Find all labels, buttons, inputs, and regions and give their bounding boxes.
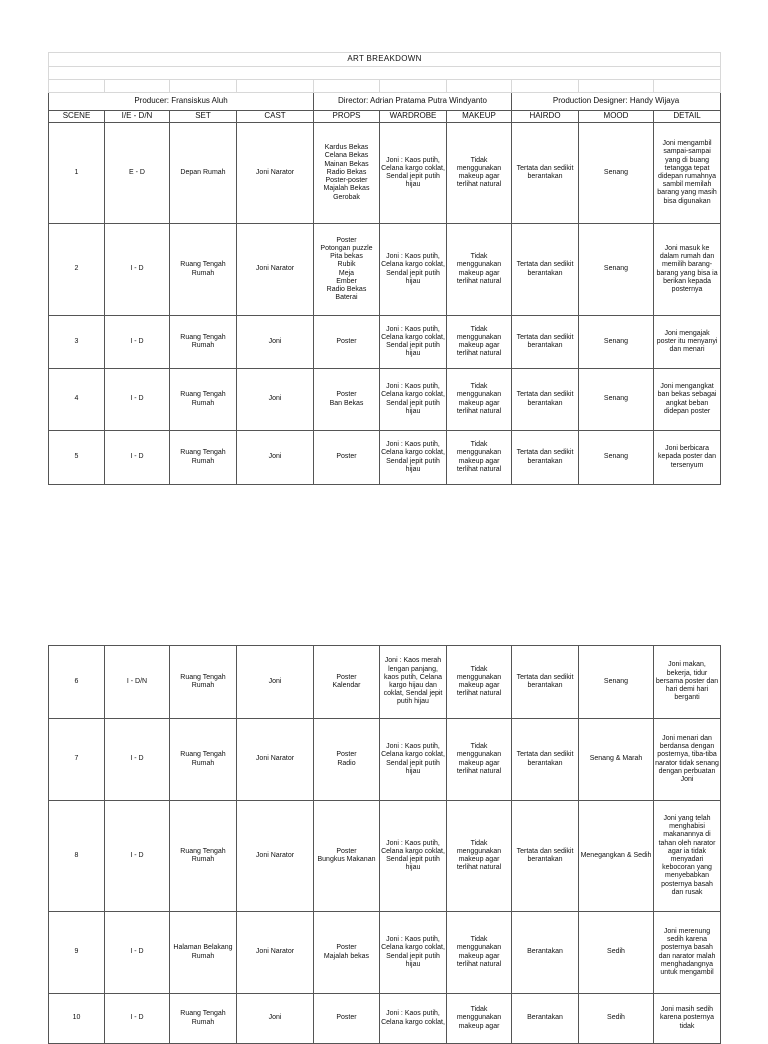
props-cell: Poster Majalah bekas: [314, 912, 380, 994]
art-breakdown-table-page2: [48, 645, 721, 1044]
blank-cell: [512, 80, 579, 93]
art-breakdown-table-page1: [48, 52, 721, 485]
column-header-hairdo: HAIRDO: [512, 111, 579, 123]
set-cell: Ruang Tengah Rumah: [170, 646, 237, 719]
set-cell: Depan Rumah: [170, 123, 237, 224]
cast-cell: Joni: [237, 316, 314, 369]
makeup-cell: Tidak menggunakan makeup agar terlihat natural: [447, 912, 512, 994]
mood-cell: Senang: [579, 224, 654, 316]
mood-cell: Senang: [579, 316, 654, 369]
makeup-cell: Tidak menggunakan makeup agar terlihat natural: [447, 316, 512, 369]
table-row: [49, 646, 721, 719]
detail-cell: Joni menari dan berdansa dengan posternya, tiba-tiba narator tidak senang dengan perbuatan Joni: [654, 719, 721, 801]
detail-cell: Joni masuk ke dalam rumah dan memilih barang-barang yang bisa ia berikan kepada posternya: [654, 224, 721, 316]
wardrobe-cell: Joni : Kaos merah lengan panjang, kaos putih, Celana kargo hijau dan coklat, Sendal jepit putih hijau: [380, 646, 447, 719]
set-cell: Ruang Tengah Rumah: [170, 801, 237, 912]
props-cell: Poster Bungkus Makanan: [314, 801, 380, 912]
hairdo-cell: Tertata dan sedikit berantakan: [512, 224, 579, 316]
props-cell: Kardus Bekas Celana Bekas Mainan Bekas Radio Bekas Poster-poster Majalah Bekas Gerobak: [314, 123, 380, 224]
props-cell: Poster Radio: [314, 719, 380, 801]
ie-dn-cell: E - D: [105, 123, 170, 224]
wardrobe-cell: Joni : Kaos putih, Celana kargo coklat, Sendal jepit putih hijau: [380, 316, 447, 369]
ie-dn-cell: I - D: [105, 719, 170, 801]
column-header-makeup: MAKEUP: [447, 111, 512, 123]
props-cell: Poster Ban Bekas: [314, 369, 380, 431]
set-cell: Ruang Tengah Rumah: [170, 316, 237, 369]
scene-number: 5: [49, 431, 105, 485]
scene-number: 4: [49, 369, 105, 431]
table-row: [49, 994, 721, 1044]
wardrobe-cell: Joni : Kaos putih, Celana kargo coklat, Sendal jepit putih hijau: [380, 123, 447, 224]
scene-number: 10: [49, 994, 105, 1044]
blank-cell: [314, 80, 380, 93]
cast-cell: Joni Narator: [237, 224, 314, 316]
blank-cell: [447, 80, 512, 93]
blank-row: [49, 67, 721, 80]
column-header-wardrobe: WARDROBE: [380, 111, 447, 123]
cast-cell: Joni: [237, 369, 314, 431]
mood-cell: Senang: [579, 646, 654, 719]
props-cell: Poster: [314, 431, 380, 485]
cast-cell: Joni: [237, 994, 314, 1044]
cast-cell: Joni Narator: [237, 123, 314, 224]
props-cell: Poster: [314, 994, 380, 1044]
column-header-props: PROPS: [314, 111, 380, 123]
props-cell: Poster Potongan puzzle Pita bekas Rubik Meja Ember Radio Bekas Baterai: [314, 224, 380, 316]
hairdo-cell: Tertata dan sedikit berantakan: [512, 431, 579, 485]
cast-cell: Joni Narator: [237, 719, 314, 801]
scene-number: 8: [49, 801, 105, 912]
scene-number: 3: [49, 316, 105, 369]
hairdo-cell: Berantakan: [512, 994, 579, 1044]
set-cell: Ruang Tengah Rumah: [170, 431, 237, 485]
column-header-row: [49, 111, 721, 123]
wardrobe-cell: Joni : Kaos putih, Celana kargo coklat, Sendal jepit putih hijau: [380, 369, 447, 431]
scene-number: 1: [49, 123, 105, 224]
mood-cell: Sedih: [579, 912, 654, 994]
detail-cell: Joni merenung sedih karena posternya basah dan narator malah menghadangnya untuk mengambil: [654, 912, 721, 994]
detail-cell: Joni berbicara kepada poster dan tersenyum: [654, 431, 721, 485]
makeup-cell: Tidak menggunakan makeup agar terlihat natural: [447, 719, 512, 801]
makeup-cell: Tidak menggunakan makeup agar terlihat natural: [447, 801, 512, 912]
ie-dn-cell: I - D: [105, 316, 170, 369]
cast-cell: Joni: [237, 646, 314, 719]
detail-cell: Joni mengajak poster itu menyanyi dan menari: [654, 316, 721, 369]
blank-cell: [579, 80, 654, 93]
props-cell: Poster: [314, 316, 380, 369]
designer-credit: Production Designer: Handy Wijaya: [512, 93, 721, 111]
scene-number: 2: [49, 224, 105, 316]
cast-cell: Joni Narator: [237, 801, 314, 912]
cast-cell: Joni Narator: [237, 912, 314, 994]
makeup-cell: Tidak menggunakan makeup agar terlihat natural: [447, 224, 512, 316]
ie-dn-cell: I - D: [105, 224, 170, 316]
table-row: [49, 431, 721, 485]
makeup-cell: Tidak menggunakan makeup agar terlihat natural: [447, 431, 512, 485]
detail-cell: Joni makan, bekerja, tidur bersama poster dan hari demi hari berganti: [654, 646, 721, 719]
blank-cell: [49, 80, 105, 93]
sheet-title: ART BREAKDOWN: [49, 53, 721, 67]
producer-credit: Producer: Fransiskus Aluh: [49, 93, 314, 111]
wardrobe-cell: Joni : Kaos putih, Celana kargo coklat,: [380, 994, 447, 1044]
set-cell: Ruang Tengah Rumah: [170, 719, 237, 801]
set-cell: Ruang Tengah Rumah: [170, 224, 237, 316]
hairdo-cell: Tertata dan sedikit berantakan: [512, 801, 579, 912]
detail-cell: Joni yang telah menghabisi makanannya di tahan oleh narator agar ia tidak menyadari kebocoran yang menyebabkan posternya basah dan rusak: [654, 801, 721, 912]
mood-cell: Senang: [579, 431, 654, 485]
detail-cell: Joni mengangkat ban bekas sebagai angkat beban didepan poster: [654, 369, 721, 431]
wardrobe-cell: Joni : Kaos putih, Celana kargo coklat, Sendal jepit putih hijau: [380, 912, 447, 994]
ie-dn-cell: I - D: [105, 994, 170, 1044]
makeup-cell: Tidak menggunakan makeup agar terlihat natural: [447, 646, 512, 719]
wardrobe-cell: Joni : Kaos putih, Celana kargo coklat, Sendal jepit putih hijau: [380, 801, 447, 912]
column-header-set: SET: [170, 111, 237, 123]
director-credit: Director: Adrian Pratama Putra Windyanto: [314, 93, 512, 111]
props-cell: Poster Kalendar: [314, 646, 380, 719]
hairdo-cell: Tertata dan sedikit berantakan: [512, 316, 579, 369]
mood-cell: Senang & Marah: [579, 719, 654, 801]
hairdo-cell: Berantakan: [512, 912, 579, 994]
column-header-cast: CAST: [237, 111, 314, 123]
wardrobe-cell: Joni : Kaos putih, Celana kargo coklat, Sendal jepit putih hijau: [380, 224, 447, 316]
column-header-ie-dn: I/E - D/N: [105, 111, 170, 123]
scene-number: 9: [49, 912, 105, 994]
table-row: [49, 912, 721, 994]
set-cell: Halaman Belakang Rumah: [170, 912, 237, 994]
detail-cell: Joni masih sedih karena posternya tidak: [654, 994, 721, 1044]
table-row: [49, 369, 721, 431]
detail-cell: Joni mengambil sampai-sampai yang di buang tetangga tepat didepan rumahnya sambil memilah barang yang masih bisa digunakan: [654, 123, 721, 224]
ie-dn-cell: I - D/N: [105, 646, 170, 719]
set-cell: Ruang Tengah Rumah: [170, 994, 237, 1044]
column-header-detail: DETAIL: [654, 111, 721, 123]
table-row: [49, 316, 721, 369]
table-row: [49, 719, 721, 801]
makeup-cell: Tidak menggunakan makeup agar terlihat natural: [447, 123, 512, 224]
hairdo-cell: Tertata dan sedikit berantakan: [512, 646, 579, 719]
blank-cell: [654, 80, 721, 93]
hairdo-cell: Tertata dan sedikit berantakan: [512, 369, 579, 431]
mood-cell: Sedih: [579, 994, 654, 1044]
wardrobe-cell: Joni : Kaos putih, Celana kargo coklat, Sendal jepit putih hijau: [380, 719, 447, 801]
table-row: [49, 224, 721, 316]
hairdo-cell: Tertata dan sedikit berantakan: [512, 719, 579, 801]
scene-number: 6: [49, 646, 105, 719]
blank-cell: [105, 80, 170, 93]
makeup-cell: Tidak menggunakan makeup agar: [447, 994, 512, 1044]
mood-cell: Senang: [579, 369, 654, 431]
blank-cell: [170, 80, 237, 93]
hairdo-cell: Tertata dan sedikit berantakan: [512, 123, 579, 224]
ie-dn-cell: I - D: [105, 369, 170, 431]
makeup-cell: Tidak menggunakan makeup agar terlihat natural: [447, 369, 512, 431]
wardrobe-cell: Joni : Kaos putih, Celana kargo coklat, Sendal jepit putih hijau: [380, 431, 447, 485]
table-row: [49, 801, 721, 912]
mood-cell: Senang: [579, 123, 654, 224]
set-cell: Ruang Tengah Rumah: [170, 369, 237, 431]
blank-cell: [237, 80, 314, 93]
mood-cell: Menegangkan & Sedih: [579, 801, 654, 912]
ie-dn-cell: I - D: [105, 431, 170, 485]
scene-number: 7: [49, 719, 105, 801]
cast-cell: Joni: [237, 431, 314, 485]
table-row: [49, 123, 721, 224]
blank-cell: [380, 80, 447, 93]
column-header-mood: MOOD: [579, 111, 654, 123]
ie-dn-cell: I - D: [105, 912, 170, 994]
column-header-scene: SCENE: [49, 111, 105, 123]
ie-dn-cell: I - D: [105, 801, 170, 912]
